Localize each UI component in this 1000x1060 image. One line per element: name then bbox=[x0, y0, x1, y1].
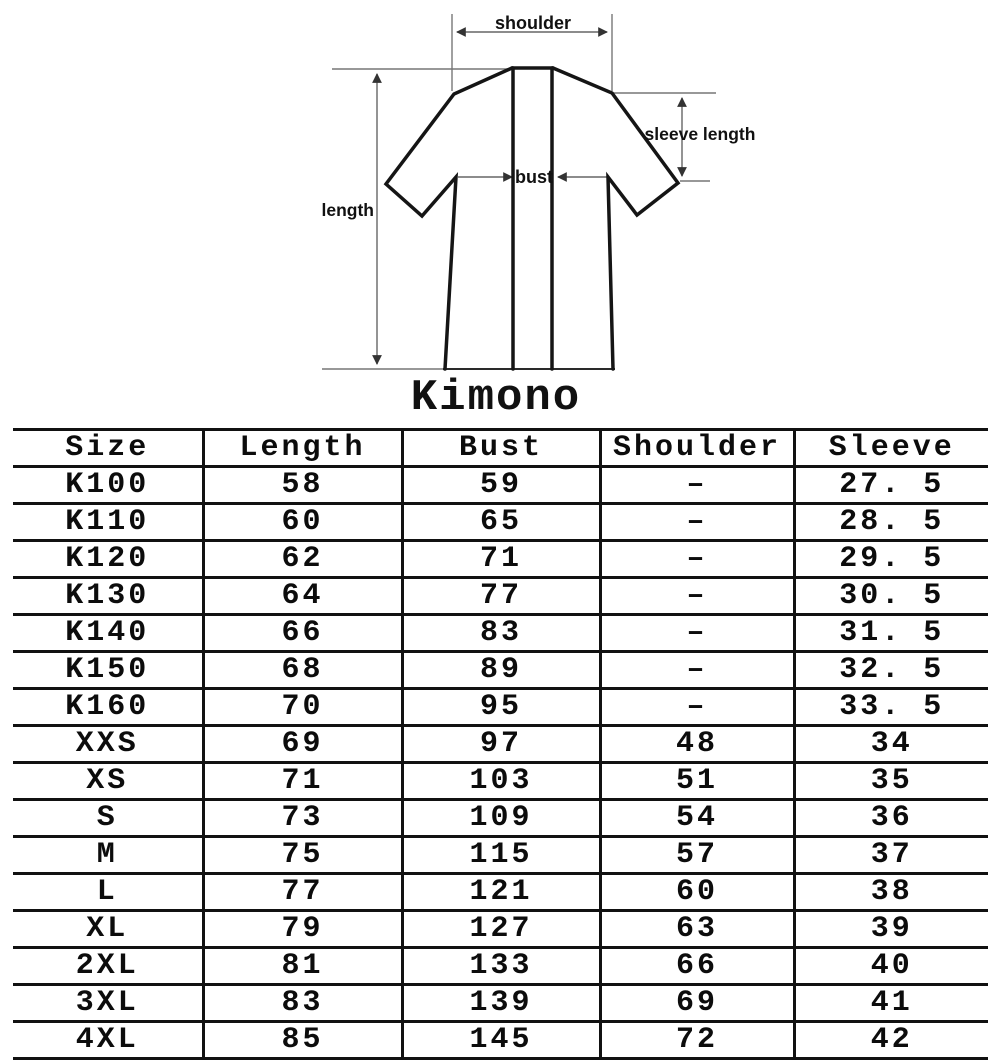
header-row bbox=[13, 430, 988, 467]
cell: K130 bbox=[13, 578, 203, 615]
cell: 38 bbox=[794, 874, 988, 911]
column-header-size: Size bbox=[13, 430, 203, 467]
cell: 34 bbox=[794, 726, 988, 763]
cell: 97 bbox=[402, 726, 600, 763]
cell: 79 bbox=[203, 911, 402, 948]
cell: 83 bbox=[203, 985, 402, 1022]
cell: 109 bbox=[402, 800, 600, 837]
cell: 70 bbox=[203, 689, 402, 726]
cell: 37 bbox=[794, 837, 988, 874]
cell: 64 bbox=[203, 578, 402, 615]
cell: 48 bbox=[600, 726, 794, 763]
cell: 68 bbox=[203, 652, 402, 689]
cell: – bbox=[600, 578, 794, 615]
cell: 51 bbox=[600, 763, 794, 800]
cell: 145 bbox=[402, 1022, 600, 1059]
bust-label: bust bbox=[515, 167, 553, 187]
cell: 33. 5 bbox=[794, 689, 988, 726]
cell: – bbox=[600, 504, 794, 541]
cell: 66 bbox=[600, 948, 794, 985]
table-row bbox=[13, 1022, 988, 1059]
cell: 77 bbox=[402, 578, 600, 615]
kimono-measurement-diagram bbox=[0, 0, 1000, 428]
cell: – bbox=[600, 689, 794, 726]
kimono-left-outline bbox=[386, 68, 512, 369]
cell: 75 bbox=[203, 837, 402, 874]
cell: K120 bbox=[13, 541, 203, 578]
cell: 63 bbox=[600, 911, 794, 948]
shoulder-label: shoulder bbox=[494, 13, 572, 33]
cell: XS bbox=[13, 763, 203, 800]
table-row bbox=[13, 874, 988, 911]
kimono-outline bbox=[386, 68, 678, 369]
cell: 77 bbox=[203, 874, 402, 911]
cell: 139 bbox=[402, 985, 600, 1022]
table-row bbox=[13, 578, 988, 615]
table-row bbox=[13, 615, 988, 652]
cell: 95 bbox=[402, 689, 600, 726]
cell: 60 bbox=[203, 504, 402, 541]
cell: L bbox=[13, 874, 203, 911]
length-label: length bbox=[321, 200, 374, 220]
size-table-header bbox=[13, 430, 988, 467]
cell: 35 bbox=[794, 763, 988, 800]
cell: 32. 5 bbox=[794, 652, 988, 689]
cell: K140 bbox=[13, 615, 203, 652]
cell: 30. 5 bbox=[794, 578, 988, 615]
cell: 115 bbox=[402, 837, 600, 874]
cell: 85 bbox=[203, 1022, 402, 1059]
cell: 66 bbox=[203, 615, 402, 652]
table-row bbox=[13, 541, 988, 578]
cell: 73 bbox=[203, 800, 402, 837]
column-header-bust: Bust bbox=[402, 430, 600, 467]
cell: 2XL bbox=[13, 948, 203, 985]
cell: 59 bbox=[402, 467, 600, 504]
dimension-lines bbox=[377, 32, 682, 364]
cell: XXS bbox=[13, 726, 203, 763]
cell: M bbox=[13, 837, 203, 874]
cell: 133 bbox=[402, 948, 600, 985]
cell: K100 bbox=[13, 467, 203, 504]
table-row bbox=[13, 800, 988, 837]
cell: 57 bbox=[600, 837, 794, 874]
table-row bbox=[13, 504, 988, 541]
cell: K110 bbox=[13, 504, 203, 541]
cell: 3XL bbox=[13, 985, 203, 1022]
cell: 36 bbox=[794, 800, 988, 837]
column-header-length: Length bbox=[203, 430, 402, 467]
cell: 65 bbox=[402, 504, 600, 541]
table-row bbox=[13, 948, 988, 985]
size-table-body bbox=[13, 467, 988, 1059]
cell: 69 bbox=[600, 985, 794, 1022]
cell: 31. 5 bbox=[794, 615, 988, 652]
size-table-container bbox=[13, 428, 988, 1057]
table-row bbox=[13, 467, 988, 504]
chart-title: Kimono bbox=[410, 373, 582, 423]
table-row bbox=[13, 652, 988, 689]
cell: 39 bbox=[794, 911, 988, 948]
cell: – bbox=[600, 615, 794, 652]
table-row bbox=[13, 985, 988, 1022]
size-table bbox=[13, 428, 988, 1060]
table-row bbox=[13, 911, 988, 948]
cell: 103 bbox=[402, 763, 600, 800]
cell: 127 bbox=[402, 911, 600, 948]
cell: 4XL bbox=[13, 1022, 203, 1059]
cell: 121 bbox=[402, 874, 600, 911]
cell: – bbox=[600, 652, 794, 689]
cell: 28. 5 bbox=[794, 504, 988, 541]
column-header-sleeve: Sleeve bbox=[794, 430, 988, 467]
cell: 71 bbox=[402, 541, 600, 578]
cell: 58 bbox=[203, 467, 402, 504]
cell: 81 bbox=[203, 948, 402, 985]
cell: K150 bbox=[13, 652, 203, 689]
cell: 62 bbox=[203, 541, 402, 578]
table-row bbox=[13, 763, 988, 800]
cell: 72 bbox=[600, 1022, 794, 1059]
kimono-diagram-svg bbox=[0, 0, 1000, 428]
cell: S bbox=[13, 800, 203, 837]
column-header-shoulder: Shoulder bbox=[600, 430, 794, 467]
cell: 69 bbox=[203, 726, 402, 763]
cell: 54 bbox=[600, 800, 794, 837]
cell: 40 bbox=[794, 948, 988, 985]
cell: 41 bbox=[794, 985, 988, 1022]
kimono-right-outline bbox=[553, 68, 678, 369]
cell: 60 bbox=[600, 874, 794, 911]
table-row bbox=[13, 726, 988, 763]
sleeve-length-label: sleeve length bbox=[644, 124, 756, 144]
cell: 29. 5 bbox=[794, 541, 988, 578]
cell: K160 bbox=[13, 689, 203, 726]
cell: 89 bbox=[402, 652, 600, 689]
table-row bbox=[13, 837, 988, 874]
cell: 83 bbox=[402, 615, 600, 652]
cell: 27. 5 bbox=[794, 467, 988, 504]
cell: – bbox=[600, 541, 794, 578]
cell: – bbox=[600, 467, 794, 504]
table-row bbox=[13, 689, 988, 726]
cell: XL bbox=[13, 911, 203, 948]
cell: 71 bbox=[203, 763, 402, 800]
cell: 42 bbox=[794, 1022, 988, 1059]
